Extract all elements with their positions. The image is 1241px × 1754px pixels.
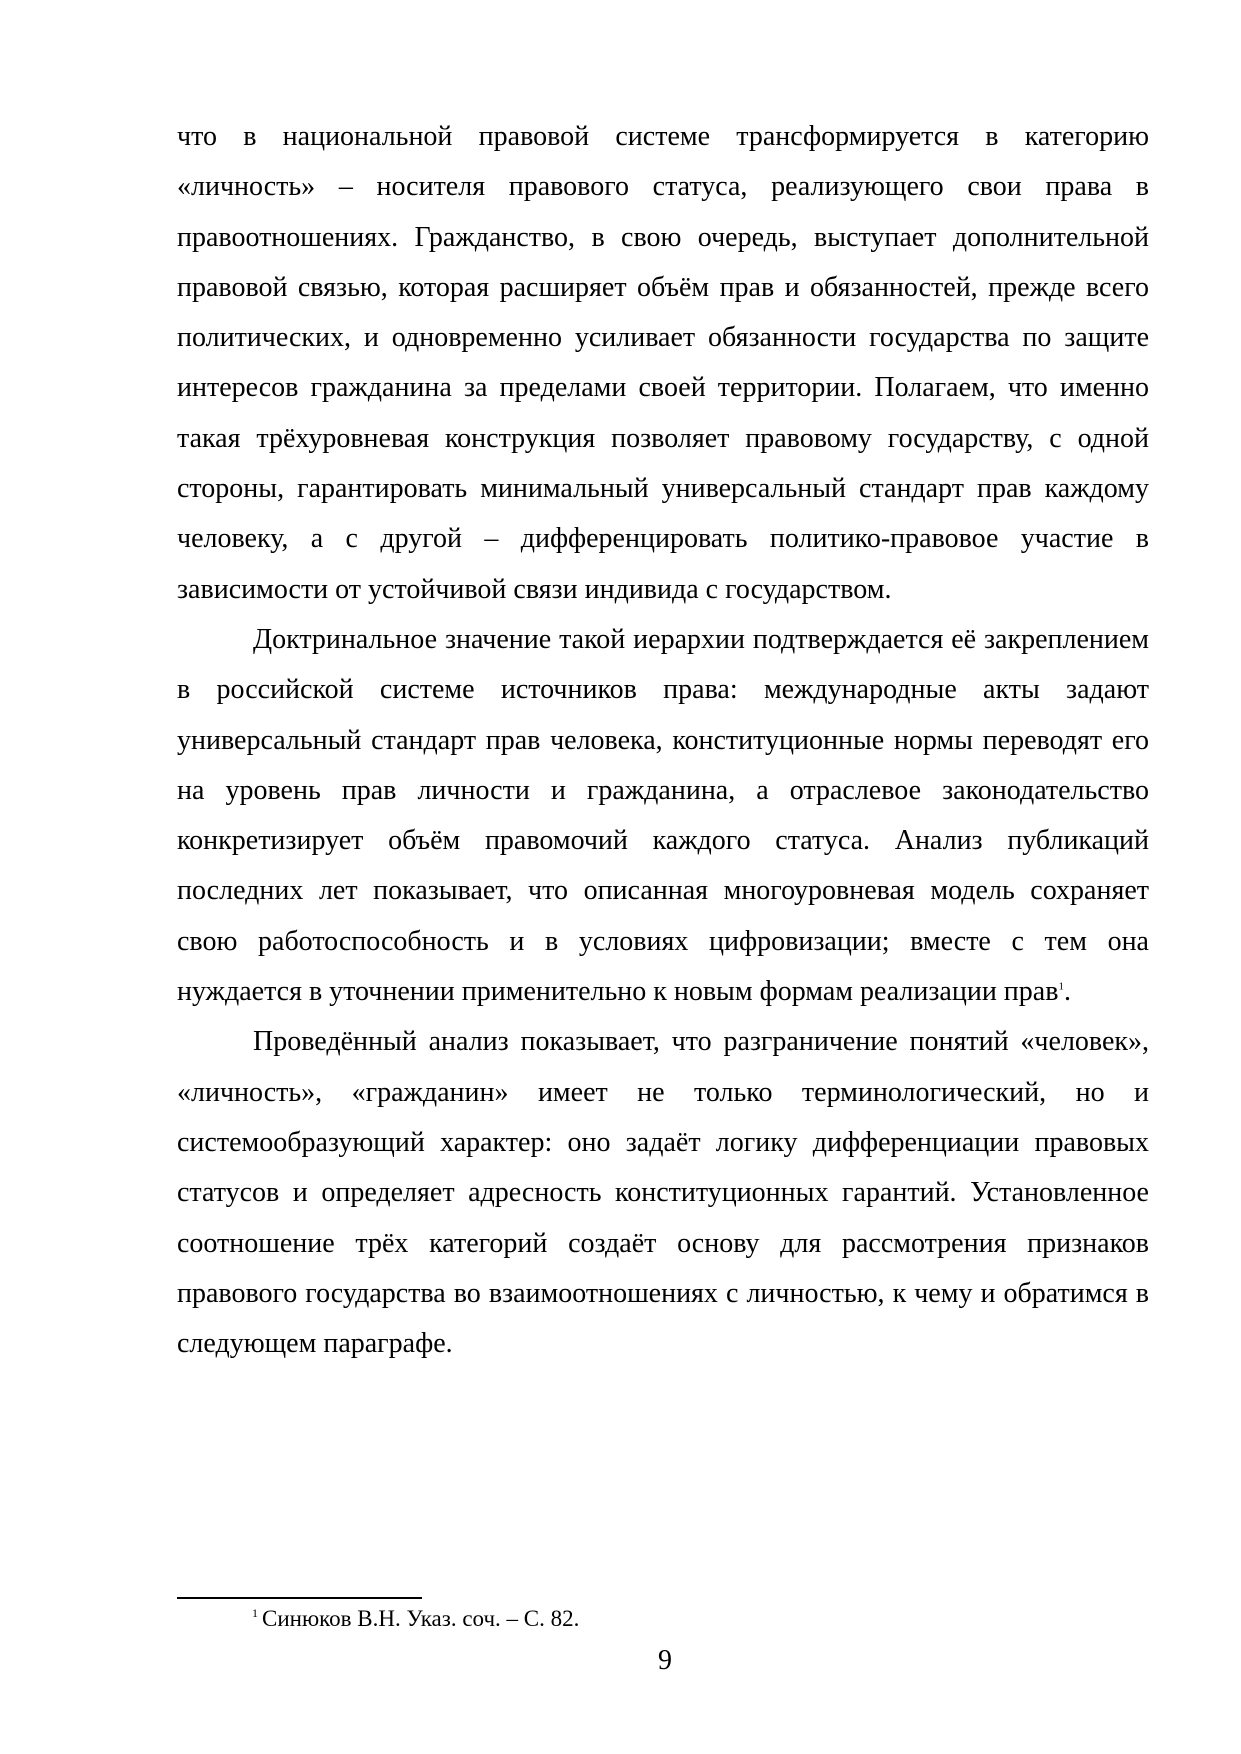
page-number: 9 [658,1645,672,1676]
paragraph-1 [177,112,1149,615]
paragraph-2 [177,615,1149,1017]
footnote-reference[interactable]: 1 [1058,980,1064,993]
document-body [177,112,1149,1369]
footnote-mark: 1 [252,1606,258,1621]
footnote-separator [177,1597,422,1599]
footnote-text: Синюков В.Н. Указ. соч. – С. 82. [262,1606,580,1631]
paragraph-3-text: Проведённый анализ показывает, что разграничение понятий «человек», «личность», «гражданин» имеет не только терминологический, но и системообразующий характер: оно задаёт логику дифференциации правовых статусов и определяет адресность конституционных гарантий. Установленное соотношение трёх категорий создаёт основу для рассмотрения признаков правового государства во взаимоотношениях с личностью, к чему и обратимся в следующем параграфе. [177,1026,1149,1360]
paragraph-2-text: Доктринальное значение такой иерархии подтверждается её закреплением в российской системе источников права: международные акты задают универсальный стандарт прав человека, конституционные нормы переводят его на уровень прав личности и гражданина, а отраслевое законодательство конкретизирует объём правомочий каждого статуса. Анализ публикаций последних лет показывает, что описанная многоуровневая модель сохраняет свою работоспособность и в условиях цифровизации; вместе с тем она нуждается в уточнении применительно к новым формам реализации прав [177,623,1149,1008]
paragraph-1-text: что в национальной правовой системе трансформируется в категорию «личность» – носителя правового статуса, реализующего свои права в правоотношениях. Гражданство, в свою очередь, выступает дополнительной правовой связью, которая расширяет объём прав и обязанностей, прежде всего политических, и одновременно усиливает обязанности государства по защите интересов гражданина за пределами своей территории. Полагаем, что именно такая трёхуровневая конструкция позволяет правовому государству, с одной стороны, гарантировать минимальный универсальный стандарт прав каждому человеку, а с другой – дифференцировать политико-правовое участие в зависимости от устойчивой связи индивида с государством. [177,121,1149,605]
footnote [252,1603,579,1635]
paragraph-3 [177,1017,1149,1369]
paragraph-2-tail: . [1063,976,1071,1008]
